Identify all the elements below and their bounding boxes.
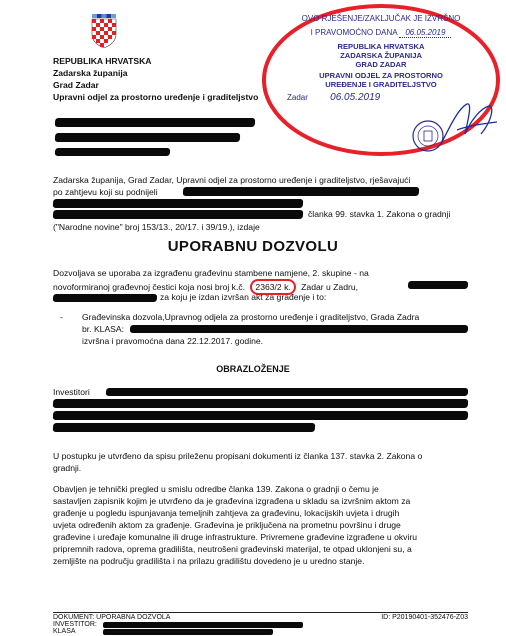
redacted-block <box>53 423 316 432</box>
permit-item-line-3: izvršna i pravomoćna dana 22.12.2017. godine. <box>82 336 264 346</box>
reasoning-para2-line-1: U postupku je utvrđeno da spisu prileženu propisani dokumenti iz članka 137. stavka 2. Zakona o <box>53 451 423 461</box>
reasoning-para3-line-2: sastavljen zapisnik kojim je utvrđeno da je građevina izgrađena u skladu sa izvršnim aktom za <box>53 496 411 506</box>
redacted-block <box>53 210 304 219</box>
bullet-dash: - <box>60 312 63 322</box>
intro-line-2: po zahtjevu koji su podnijeli <box>53 187 158 197</box>
enforceability-stamp <box>259 2 503 162</box>
reasoning-para3-line-1: Obavljen je tehnički pregled u smislu odredbe članka 139. Zakona o gradnji o čemu je <box>53 484 379 494</box>
reasoning-para3-line-4: uvjeta određenih aktom za građenje. Građevina je priključena na prometnu površinu i druge <box>53 520 401 530</box>
footer-id: ID: P20190401-352476-Z03 <box>381 614 468 621</box>
redacted-block <box>103 622 303 628</box>
stamp-line-1: OVO RJEŠENJE/ZAKLJUČAK JE IZVRŠNO <box>301 14 461 23</box>
intro-line-4: ("Narodne novine" broj 153/13., 20/17. i 39/19.), izdaje <box>53 222 260 232</box>
permit-line-3: za koju je izdan izvršan akt za građenje i to: <box>160 292 327 302</box>
stamp-line-4: ZADARSKA ŽUPANIJA <box>340 51 422 60</box>
redacted-block <box>53 294 158 302</box>
document-title: UPORABNU DOZVOLU <box>167 238 339 255</box>
permit-line-2: novoformiranoj građevnoj čestici koja nosi broj k.č. 2363/2 k. Zadar u Zadru, <box>53 279 358 295</box>
stamp-line-7: UREĐENJE I GRADITELJSTVO <box>325 80 437 89</box>
footer-investor: INVESTITOR: <box>53 621 97 628</box>
redacted-block <box>103 629 273 635</box>
reasoning-para3-line-6: pripremnih radova, oprema gradilišta, neutrošeni građevinski materijal, te otpad uklonjeni su, a <box>53 544 412 554</box>
investor-label: Investitori <box>53 387 90 397</box>
redacted-block <box>183 187 420 196</box>
reasoning-para3-line-7: zemljište na području gradilišta i na prilazu gradilištu dovedeno je u uredno stanje. <box>53 556 365 566</box>
reasoning-para3-line-3: građenje u pogledu ispunjavanja temeljnih zahtjeva za građevinu, lokacijskih uvjeta i drugih <box>53 508 400 518</box>
redacted-block <box>55 133 241 142</box>
intro-line-3: članka 99. stavka 1. Zakona o gradnji <box>308 209 451 219</box>
header-city: Grad Zadar <box>53 80 99 90</box>
reasoning-para2-line-2: gradnji. <box>53 463 82 473</box>
stamp-line-6: UPRAVNI ODJEL ZA PROSTORNO <box>319 71 443 80</box>
footer <box>53 614 468 635</box>
permit-line-1: Dozvoljava se uporaba za izgrađenu građevinu stambene namjene, 2. skupine - na <box>53 268 369 278</box>
stamp-line-5: GRAD ZADAR <box>355 60 407 69</box>
stamp-line-2: I PRAVOMOĆNO DANA 06.05.2019 <box>259 28 503 37</box>
redacted-block <box>55 118 256 127</box>
redacted-block <box>408 281 469 289</box>
stamp-line-3: REPUBLIKA HRVATSKA <box>337 42 425 51</box>
redacted-block <box>53 399 469 408</box>
permit-item-line-2: br. KLASA: <box>82 324 125 334</box>
redacted-block <box>130 325 469 333</box>
header-republic: REPUBLIKA HRVATSKA <box>53 56 152 66</box>
parcel-number: 2363/2 k. <box>250 279 295 295</box>
signature-icon <box>437 94 501 152</box>
reasoning-title: OBRAZLOŽENJE <box>216 364 290 374</box>
intro-line-1: Zadarska županija, Grad Zadar, Upravni odjel za prostorno uređenje i graditeljstvo, rješavajući <box>53 175 411 185</box>
coat-of-arms-icon <box>91 14 117 48</box>
permit-item-line-1: Građevinska dozvola,Upravnog odjela za prostorno uređenje i graditeljstvo, Grada Zadra <box>82 312 420 322</box>
reasoning-para3-line-5: građevine i uređaje komunalne ili druge infrastrukture. Privremene građevine izgrađene u okviru <box>53 532 418 542</box>
footer-klasa: KLASA <box>53 628 76 635</box>
header-county: Zadarska županija <box>53 68 128 78</box>
header-department: Upravni odjel za prostorno uređenje i graditeljstvo <box>53 92 259 102</box>
footer-document: DOKUMENT: UPORABNA DOZVOLA <box>53 614 171 621</box>
footer-divider <box>53 612 468 613</box>
redacted-block <box>106 388 469 396</box>
redacted-block <box>53 411 469 420</box>
redacted-block <box>55 148 171 156</box>
redacted-block <box>53 199 304 208</box>
stamp-place-date: Zadar 06.05.2019 <box>287 92 381 103</box>
